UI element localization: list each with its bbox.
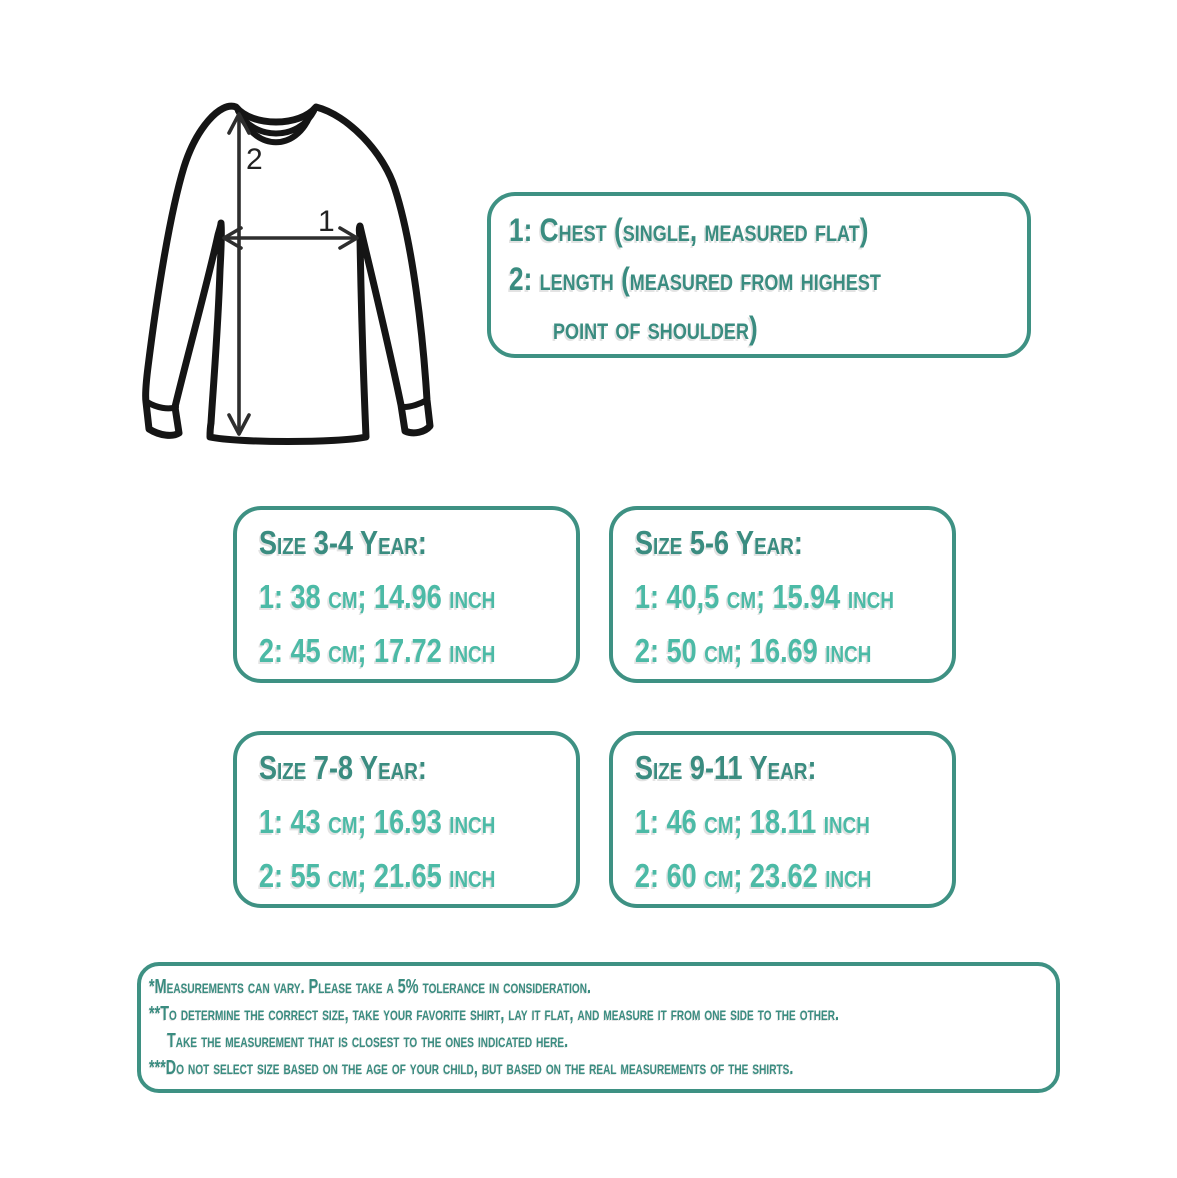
length-measurement: 2: 50 cm; 16.69 inch bbox=[635, 632, 872, 669]
shirt-diagram bbox=[120, 85, 480, 465]
note-how-to-measure: **To determine the correct size, take your favorite shirt, lay it flat, and measure it from one side to the other. bbox=[149, 1003, 840, 1025]
size-box-7-8-year bbox=[233, 731, 580, 908]
size-title: Size 7-8 Year: bbox=[259, 749, 427, 786]
length-measurement: 2: 45 cm; 17.72 inch bbox=[259, 632, 496, 669]
legend-line-length-cont: point of shoulder) bbox=[553, 310, 758, 346]
note-tolerance: *Measurements can vary. Please take a 5% tolerance in consideration. bbox=[149, 976, 592, 998]
note-how-to-measure-cont: Take the measurement that is closest to the ones indicated here. bbox=[167, 1030, 569, 1052]
legend-line-chest: 1: Chest (single, measured flat) bbox=[509, 212, 869, 248]
size-title: Size 9-11 Year: bbox=[635, 749, 817, 786]
size-box-9-11-year bbox=[609, 731, 956, 908]
shirt-svg bbox=[120, 85, 480, 465]
shirt-outline-icon bbox=[146, 106, 430, 441]
shirt-silhouette bbox=[146, 106, 430, 441]
legend-line-length: 2: length (measured from highest bbox=[509, 261, 881, 297]
chest-arrow-label: 1 bbox=[318, 205, 335, 238]
legend-box bbox=[487, 192, 1031, 358]
length-measurement: 2: 60 cm; 23.62 inch bbox=[635, 857, 872, 894]
chest-measurement: 1: 46 cm; 18.11 inch bbox=[635, 803, 870, 840]
cuff-line-right bbox=[404, 400, 427, 407]
size-title: Size 3-4 Year: bbox=[259, 524, 427, 561]
size-box-3-4-year bbox=[233, 506, 580, 683]
chest-measurement: 1: 38 cm; 14.96 inch bbox=[259, 578, 496, 615]
length-arrow-label: 2 bbox=[246, 143, 263, 176]
cuff-line-left bbox=[147, 402, 176, 408]
chest-measurement: 1: 40,5 cm; 15.94 inch bbox=[635, 578, 894, 615]
chest-arrow bbox=[224, 205, 357, 248]
size-title: Size 5-6 Year: bbox=[635, 524, 803, 561]
length-measurement: 2: 55 cm; 21.65 inch bbox=[259, 857, 496, 894]
length-arrow bbox=[229, 114, 263, 434]
chest-measurement: 1: 43 cm; 16.93 inch bbox=[259, 803, 496, 840]
note-age-warning: ***Do not select size based on the age of your child, but based on the real measurements of the shirts. bbox=[149, 1057, 794, 1079]
notes-box bbox=[137, 962, 1060, 1093]
size-box-5-6-year bbox=[609, 506, 956, 683]
